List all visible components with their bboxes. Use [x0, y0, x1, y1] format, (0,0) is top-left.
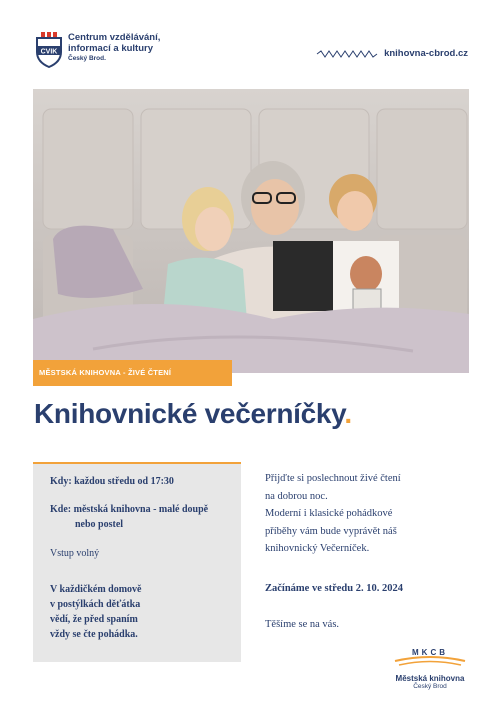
shield-text: CVIK: [40, 48, 58, 56]
wave-icon: [316, 50, 378, 58]
closing-text: Těšíme se na vás.: [265, 619, 340, 630]
description-line-4: příběhy vám bude vyprávět náš: [265, 525, 397, 537]
book-icon: [385, 635, 475, 669]
organization-name: [68, 32, 160, 63]
category-tag: MĚSTSKÁ KNIHOVNA - ŽIVÉ ČTENÍ: [33, 360, 232, 386]
poem-line-2: v postýlkách děťátka: [50, 599, 141, 610]
description-line-3: Moderní i klasické pohádkové: [265, 508, 393, 519]
info-where-line-2: nebo postel: [75, 519, 124, 530]
poem-line-1: V každičkém domově: [50, 584, 142, 595]
org-line-1: Centrum vzdělávání,: [68, 32, 161, 43]
info-when: Kdy: každou středu od 17:30: [50, 476, 174, 487]
cvik-logo[interactable]: [35, 32, 160, 68]
poem-line-4: vždy se čte pohádka.: [50, 629, 138, 640]
description: [265, 470, 401, 558]
org-line-2: informací a kultury: [68, 43, 153, 54]
library-city: Český Brod: [413, 683, 447, 690]
shield-icon: [35, 32, 63, 68]
start-date: Začínáme ve středu 2. 10. 2024: [265, 583, 403, 594]
title-dot: .: [344, 398, 352, 429]
title-text: Knihovnické večerníčky: [34, 398, 345, 429]
poem-line-3: vědí, že před spaním: [50, 614, 138, 625]
website[interactable]: [316, 48, 468, 59]
description-line-2: na dobrou noc.: [265, 490, 328, 502]
description-line-1: Přijďte si poslechnout živé čtení: [265, 473, 401, 484]
website-url[interactable]: knihovna-cbrod.cz: [384, 48, 468, 59]
library-name: Městská knihovna: [395, 674, 465, 683]
description-line-5: knihovnický Večerníček.: [265, 543, 370, 554]
org-line-3: Český Brod.: [68, 55, 106, 62]
header: [0, 0, 500, 80]
library-logo: [385, 635, 475, 691]
logo-letters: MKCB: [412, 648, 448, 657]
page-title: [34, 398, 352, 430]
info-entry: Vstup volný: [50, 548, 100, 559]
reading-photo: [33, 89, 469, 373]
info-box: [33, 462, 241, 662]
info-where-line-1: Kde: městská knihovna - malé doupě: [50, 504, 209, 515]
